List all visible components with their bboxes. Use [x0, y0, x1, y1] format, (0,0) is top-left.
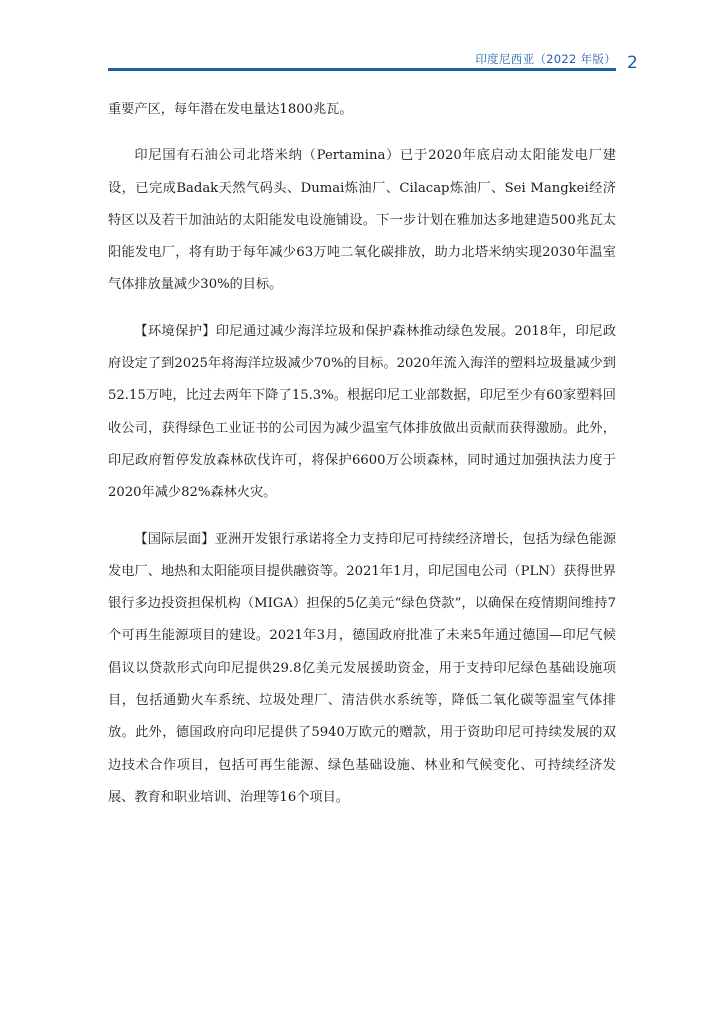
body-text — [108, 94, 616, 828]
section-tag-international: 【国际层面】 — [134, 531, 215, 547]
paragraph-international — [108, 524, 616, 815]
paragraph-environment — [108, 316, 616, 510]
header-rule — [108, 68, 616, 71]
page-number: 2 — [627, 53, 638, 73]
section-tag-environment: 【环境保护】 — [134, 323, 216, 339]
paragraph-text: 亚洲开发银行承诺将全力支持印尼可持续经济增长，包括为绿色能源发电厂、地热和太阳能项目提供融资等。2021年1月，印尼国电公司（PLN）获得世界银行多边投资担保机构（MIGA）担保的5亿美元“绿色贷款”，以确保在疫情期间维持7个可再生能源项目的建设。2021年3月，德国政府批准了未来5年通过德国—印尼气候倡议以贷款形式向印尼提供29.8亿美元发展援助资金，用于支持印尼绿色基础设施项目，包括通勤火车系统、垃圾处理厂、清洁供水系统等，降低二氧化碳等温室气体排放。此外，德国政府向印尼提供了5940万欧元的赠款，用于资助印尼可持续发展的双边技术合作项目，包括可再生能源、绿色基础设施、林业和气候变化、可持续经济发展、教育和职业培训、治理等16个项目。 — [108, 531, 617, 805]
header-title: 印度尼西亚（2022 年版） — [475, 52, 616, 66]
paragraph-text: 重要产区，每年潜在发电量达1800兆瓦。 — [108, 102, 353, 117]
paragraph-text: 印尼通过减少海洋垃圾和保护森林推动绿色发展。2018年，印尼政府设定了到2025年将海洋垃圾减少70%的目标。2020年流入海洋的塑料垃圾量减少到52.15万吨，比过去两年下降了15.3%。根据印尼工业部数据，印尼至少有60家塑料回收公司，获得绿色工业证书的公司因为减少温室气体排放做出贡献而获得激励。此外，印尼政府暂停发放森林砍伐许可，将保护6600万公顷森林，同时通过加强执法力度于2020年减少82%森林火灾。 — [108, 323, 617, 501]
paragraph-pertamina-solar — [108, 140, 616, 301]
paragraph-continuation — [108, 94, 616, 126]
paragraph-text: 印尼国有石油公司北塔米纳（Pertamina）已于2020年底启动太阳能发电厂建设，已完成Badak天然气码头、Dumai炼油厂、Cilacap炼油厂、Sei Mangkei经济特区以及若干加油站的太阳能发电设施铺设。下一步计划在雅加达多地建造500兆瓦太阳能发电厂，将有助于每年减少63万吨二氧化碳排放，助力北塔米纳实现2030年温室气体排放量减少30%的目标。 — [108, 148, 616, 293]
